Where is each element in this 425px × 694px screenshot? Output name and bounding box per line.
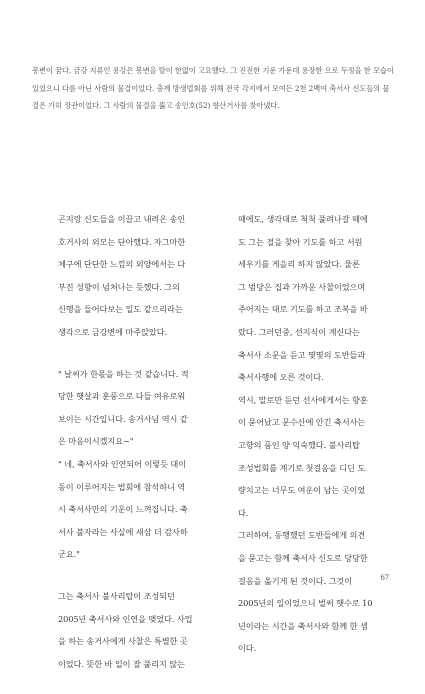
page-number: 67 [380, 572, 389, 582]
left-paragraph-1: 곤지랑 신도들을 이끌고 내려온 송인 호거사의 외모는 단아했다. 자그마한 체구에 단단한 느낌의 외양에서는 다 부진 성향이 넘쳐나는 듯했다. 그의 신행을 들어다보는 일도 같으리라는 생각으로 금강변에 마주앉았다. [58, 214, 186, 337]
right-paragraph-1: 때에도, 생각대로 척척 풀려나갈 때에 도 그는 절을 찾아 기도를 하고 서원 세우기를 게을리 하지 않았다. 물론 그 범당은 집과 가까운 사찰이었으며 주어지는 대로 기도를 하고 조복을 바 랐다. 그러던중, 선지식이 계신다는 축서사 소문을 듣고 몇몇의 도반들과 축서사행에 오른 것이다. 역시, 말로만 듣던 선사에게서는 향훈 이 묻어났고 문수산에 안긴 축서사는 고향의 품인 양 익숙했다. 불사리탑 조성법회를 계기로 첫걸음을 디딘 도 량치고는 너무도 여운이 남는 곳이었 다. 그러하여, 동행했던 도반들에게 의견 을 묻고는 함께 축서사 신도로 당당한 걸음을 옮기게 된 것이다. 그것이 2005년의 일이었으니 벌써 햇수로 10 년이라는 시간을 축서사와 함께 한 셈 이다. [238, 214, 373, 654]
intro-paragraph [32, 62, 396, 115]
right-column [238, 208, 398, 679]
left-paragraph-3: 그는 축서사 불사리탑이 조성되던 2005년 축서사와 인연을 맺었다. 사업 을 하는 송거사에게 사찰은 특별한 곳 이었다. 뜻한 바 일이 잘 풀리지 않는 [58, 590, 193, 669]
intro-text: 봉변이 꿈다. 금강 지류인 용강은 봉변을 탈이 한없이 고요했다. 그 진진한 기운 가운데 용장한 으로 두정을 한 모습이 있었으니 다름 아닌 사람의 물결이었다. 충계 방생법회를 위해 전국 각지에서 모여든 2천 2백여 축서사 신도들의 물결은 가히 장관이었다. 그 사람의 물결을 뚫고 송인호(52) 향산거사를 찾아냈다. [32, 66, 394, 110]
left-paragraph-2: " 날씨가 한몫을 하는 것 같습니다. 적 당한 햇살과 훈풍으로 다들 여유로워 보이는 시간입니다. 송거사님 역시 같 은 마음이시겠지요~" " 네, 축서사와 인연되어 이렇듯 대이 동이 이루어지는 법회에 참석하니 역 시 축서사만의 기운이 느껴집니다. 축 서사 불자라는 사실에 새삼 더 감사하 군요." [58, 368, 189, 560]
left-column [58, 208, 222, 694]
